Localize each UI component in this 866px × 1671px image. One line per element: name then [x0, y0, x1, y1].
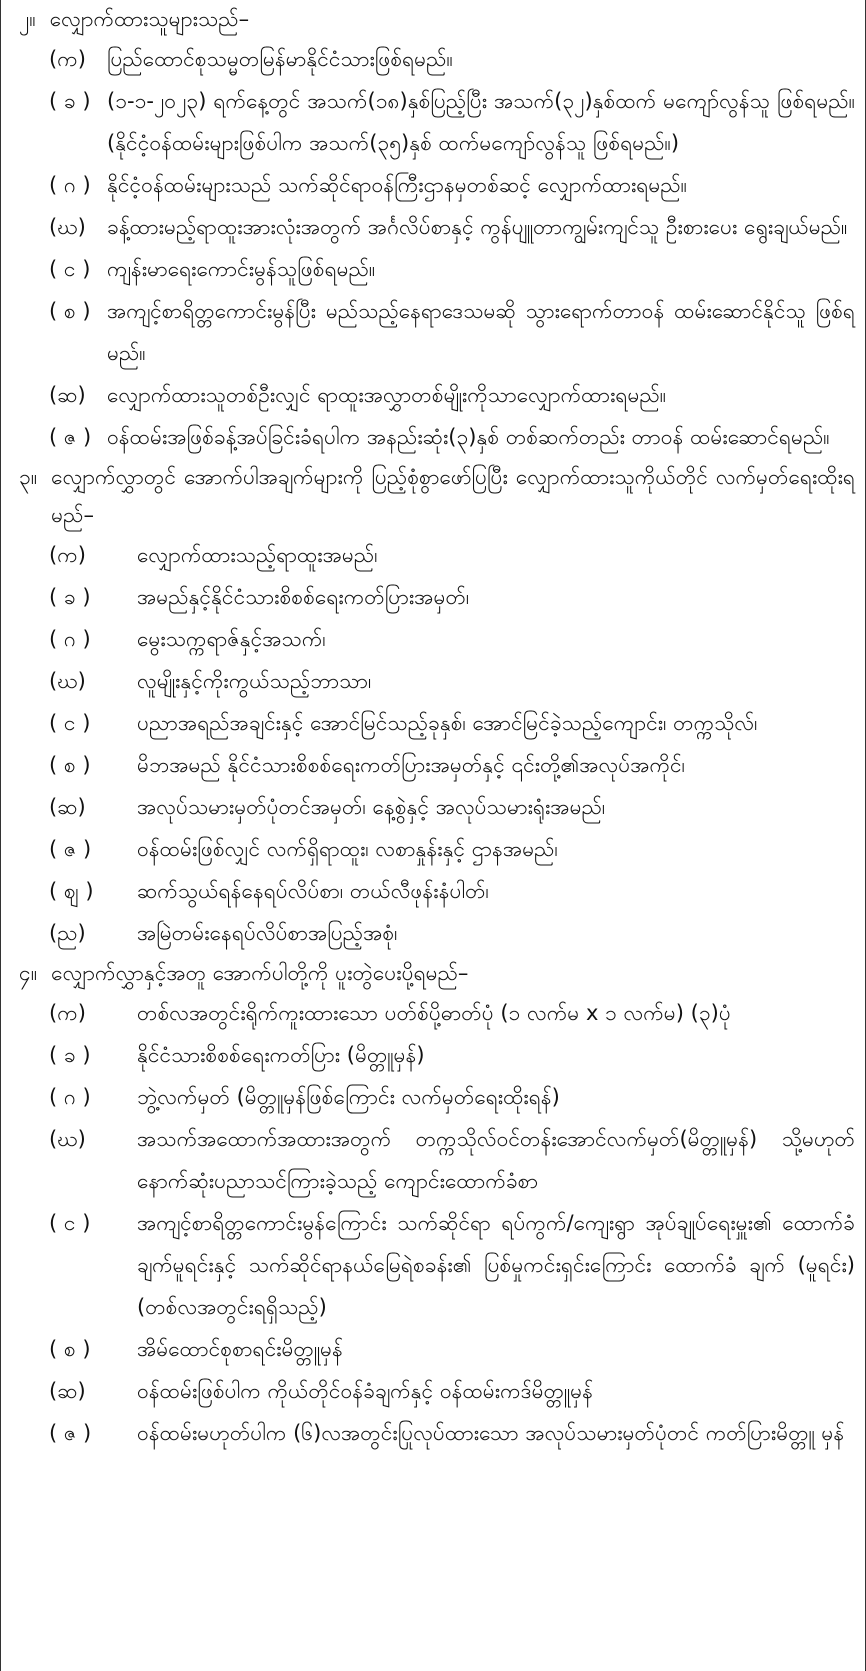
item-text: ဝန်ထမ်းမဟုတ်ပါက (၆)လအတွင်းပြုလုပ်ထားသော အလုပ်သမားမှတ်ပုံတင် ကတ်ပြားမိတ္တူ မှန် — [137, 1421, 845, 1445]
item-text: ကျန်းမာရေးကောင်းမွန်သူဖြစ်ရမည်။ — [107, 257, 376, 281]
section-4-title: လျှောက်လွှာနှင့်အတူ အောက်ပါတို့ကို ပူးတွဲပေးပို့ရမည်– — [51, 961, 469, 985]
item-marker: ( စ ) — [49, 299, 91, 323]
item-text: ဝန်ထမ်းဖြစ်လျှင် လက်ရှိရာထူး၊ လစာနှုန်းနှင့် ဌာနအမည်၊ — [137, 837, 558, 861]
list-item — [13, 660, 855, 702]
item-text: အကျင့်စာရိတ္တကောင်းမွန်ပြီး မည်သည့်နေရာဒေသမဆို သွားရောက်တာဝန် ထမ်းဆောင်နိုင်သူ ဖြစ်ရမည်။ — [107, 299, 855, 365]
item-marker: (ဆ) — [49, 383, 86, 407]
section-3-list — [13, 534, 855, 954]
list-item — [13, 1202, 855, 1328]
item-text: အကျင့်စာရိတ္တကောင်းမွန်ကြောင်း သက်ဆိုင်ရာ ရပ်ကွက်/ကျေးရွာ အုပ်ချုပ်ရေးမှူး၏ ထောက်ခံချက်မူရင်းနှင့် သက်ဆိုင်ရာနယ်မြေရဲစခန်း၏ ပြစ်မှုကင်းရှင်းကြောင်း ထောက်ခံ ချက် (မူရင်း) (တစ်လအတွင်းရရှိသည့်) — [137, 1211, 855, 1319]
item-text: လျှောက်ထားသည့်ရာထူးအမည်၊ — [137, 543, 378, 567]
section-3-heading — [13, 458, 855, 534]
item-marker: (ဆ) — [49, 795, 86, 819]
list-item — [13, 1118, 855, 1202]
item-marker: (က) — [49, 47, 86, 71]
item-text: ဝန်ထမ်းအဖြစ်ခန့်အပ်ခြင်းခံရပါက အနည်းဆုံး(၃)နှစ် တစ်ဆက်တည်း တာဝန် ထမ်းဆောင်ရမည်။ — [107, 425, 830, 449]
item-marker: (က) — [49, 543, 86, 567]
list-item — [13, 1412, 855, 1454]
item-text: အလုပ်သမားမှတ်ပုံတင်အမှတ်၊ နေ့စွဲနှင့် အလုပ်သမားရုံးအမည်၊ — [137, 795, 606, 819]
section-3 — [13, 458, 855, 954]
item-text: ဆက်သွယ်ရန်နေရပ်လိပ်စာ၊ တယ်လီဖုန်းနံပါတ်၊ — [137, 879, 489, 903]
item-text: ဘွဲ့လက်မှတ် (မိတ္တူမှန်ဖြစ်ကြောင်း လက်မှတ်ရေးထိုးရန်) — [137, 1085, 560, 1109]
item-marker: ( ခ ) — [49, 89, 91, 113]
list-item — [13, 1370, 855, 1412]
list-item — [13, 828, 855, 870]
section-4-list — [13, 992, 855, 1454]
item-marker: (ဃ) — [49, 669, 86, 693]
section-2-number: ၂။ — [19, 7, 36, 31]
item-marker: ( စ ) — [49, 753, 91, 777]
item-marker: (ဃ) — [49, 1127, 86, 1151]
item-marker: (က) — [49, 1001, 86, 1025]
item-marker: ( ခ ) — [49, 1043, 91, 1067]
item-marker: ( ဇ ) — [49, 837, 92, 861]
list-item — [13, 416, 855, 458]
item-text: (၁-၁-၂၀၂၃) ရက်နေ့တွင် အသက်(၁၈)နှစ်ပြည့်ပြီး အသက်(၃၂)နှစ်ထက် မကျော်လွန်သူ ဖြစ်ရမည်။ (နိုင်ငံ့ဝန်ထမ်းများဖြစ်ပါက အသက်(၃၅)နှစ် ထက်မကျော်လွန်သူ ဖြစ်ရမည်။) — [107, 89, 855, 155]
item-marker: ( ဂ ) — [49, 627, 91, 651]
item-marker: ( ဈ ) — [49, 879, 94, 903]
list-item — [13, 290, 855, 374]
item-marker: (ဃ) — [49, 215, 86, 239]
list-item — [13, 374, 855, 416]
item-text: တစ်လအတွင်းရိုက်ကူးထားသော ပတ်စ်ပို့ဓာတ်ပုံ (၁ လက်မ x ၁ လက်မ) (၃)ပုံ — [137, 1001, 731, 1025]
list-item — [13, 744, 855, 786]
item-text: လူမျိုးနှင့်ကိုးကွယ်သည့်ဘာသာ၊ — [137, 669, 372, 693]
item-marker: (ဆ) — [49, 1379, 86, 1403]
item-text: ပညာအရည်အချင်းနှင့် အောင်မြင်သည့်ခုနှစ်၊ အောင်မြင်ခဲ့သည့်ကျောင်း၊ တက္ကသိုလ်၊ — [137, 711, 758, 735]
list-item — [13, 912, 855, 954]
section-4-heading — [13, 954, 855, 992]
item-marker: ( င ) — [49, 257, 91, 281]
list-item — [13, 38, 855, 80]
item-marker: ( င ) — [49, 711, 91, 735]
item-text: အမြဲတမ်းနေရပ်လိပ်စာအပြည့်အစုံ၊ — [137, 921, 398, 945]
item-marker: (ည) — [49, 921, 86, 945]
item-text: နိုင်ငံ့ဝန်ထမ်းများသည် သက်ဆိုင်ရာဝန်ကြီးဌာနမှတစ်ဆင့် လျှောက်ထားရမည်။ — [107, 173, 688, 197]
item-text: လျှောက်ထားသူတစ်ဦးလျှင် ရာထူးအလွှာတစ်မျိုးကိုသာလျှောက်ထားရမည်။ — [107, 383, 667, 407]
item-text: မိဘအမည် နိုင်ငံသားစိစစ်ရေးကတ်ပြားအမှတ်နှင့် ၎င်းတို့၏အလုပ်အကိုင်၊ — [137, 753, 685, 777]
item-text: နိုင်ငံသားစိစစ်ရေးကတ်ပြား (မိတ္တူမှန်) — [137, 1043, 425, 1067]
item-text: အသက်အထောက်အထားအတွက် တက္ကသိုလ်ဝင်တန်းအောင်လက်မှတ်(မိတ္တူမှန်) သို့မဟုတ် နောက်ဆုံးပညာသင်ကြားခဲ့သည့် ကျောင်းထောက်ခံစာ — [137, 1127, 855, 1193]
item-marker: ( ဂ ) — [49, 173, 91, 197]
item-text: မွေးသက္ကရာဇ်နှင့်အသက်၊ — [137, 627, 326, 651]
item-marker: ( ခ ) — [49, 585, 91, 609]
list-item — [13, 1076, 855, 1118]
section-2-title: လျှောက်ထားသူများသည်– — [49, 7, 250, 31]
list-item — [13, 576, 855, 618]
section-4 — [13, 954, 855, 1454]
item-text: အမည်နှင့်နိုင်ငံသားစိစစ်ရေးကတ်ပြားအမှတ်၊ — [137, 585, 470, 609]
section-3-number: ၃။ — [19, 465, 38, 489]
list-item — [13, 164, 855, 206]
list-item — [13, 80, 855, 164]
item-text: အိမ်ထောင်စုစာရင်းမိတ္တူမှန် — [137, 1337, 343, 1361]
list-item — [13, 870, 855, 912]
section-2-list — [13, 38, 855, 458]
item-text: ခန့်ထားမည့်ရာထူးအားလုံးအတွက် အင်္ဂလိပ်စာနှင့် ကွန်ပျူတာကျွမ်းကျင်သူ ဦးစားပေး ရွေးချယ်မည်။ — [107, 215, 848, 239]
list-item — [13, 534, 855, 576]
list-item — [13, 1328, 855, 1370]
list-item — [13, 786, 855, 828]
list-item — [13, 1034, 855, 1076]
list-item — [13, 702, 855, 744]
section-2 — [13, 0, 855, 458]
list-item — [13, 992, 855, 1034]
section-2-heading — [13, 0, 855, 38]
item-marker: ( ဇ ) — [49, 425, 92, 449]
item-marker: ( င ) — [49, 1211, 91, 1235]
list-item — [13, 618, 855, 660]
item-marker: ( ဇ ) — [49, 1421, 92, 1445]
list-item — [13, 206, 855, 248]
section-4-number: ၄။ — [19, 961, 38, 985]
item-marker: ( ဂ ) — [49, 1085, 91, 1109]
item-text: ပြည်ထောင်စုသမ္မတမြန်မာနိုင်ငံသားဖြစ်ရမည်။ — [107, 47, 453, 71]
list-item — [13, 248, 855, 290]
section-3-title: လျှောက်လွှာတွင် အောက်ပါအချက်များကို ပြည့်စုံစွာဖော်ပြပြီး လျှောက်ထားသူကိုယ်တိုင် လက်မှတ်ရေးထိုးရမည်– — [51, 465, 855, 527]
item-text: ဝန်ထမ်းဖြစ်ပါက ကိုယ်တိုင်ဝန်ခံချက်နှင့် ဝန်ထမ်းကဒ်မိတ္တူမှန် — [137, 1379, 593, 1403]
item-marker: ( စ ) — [49, 1337, 91, 1361]
